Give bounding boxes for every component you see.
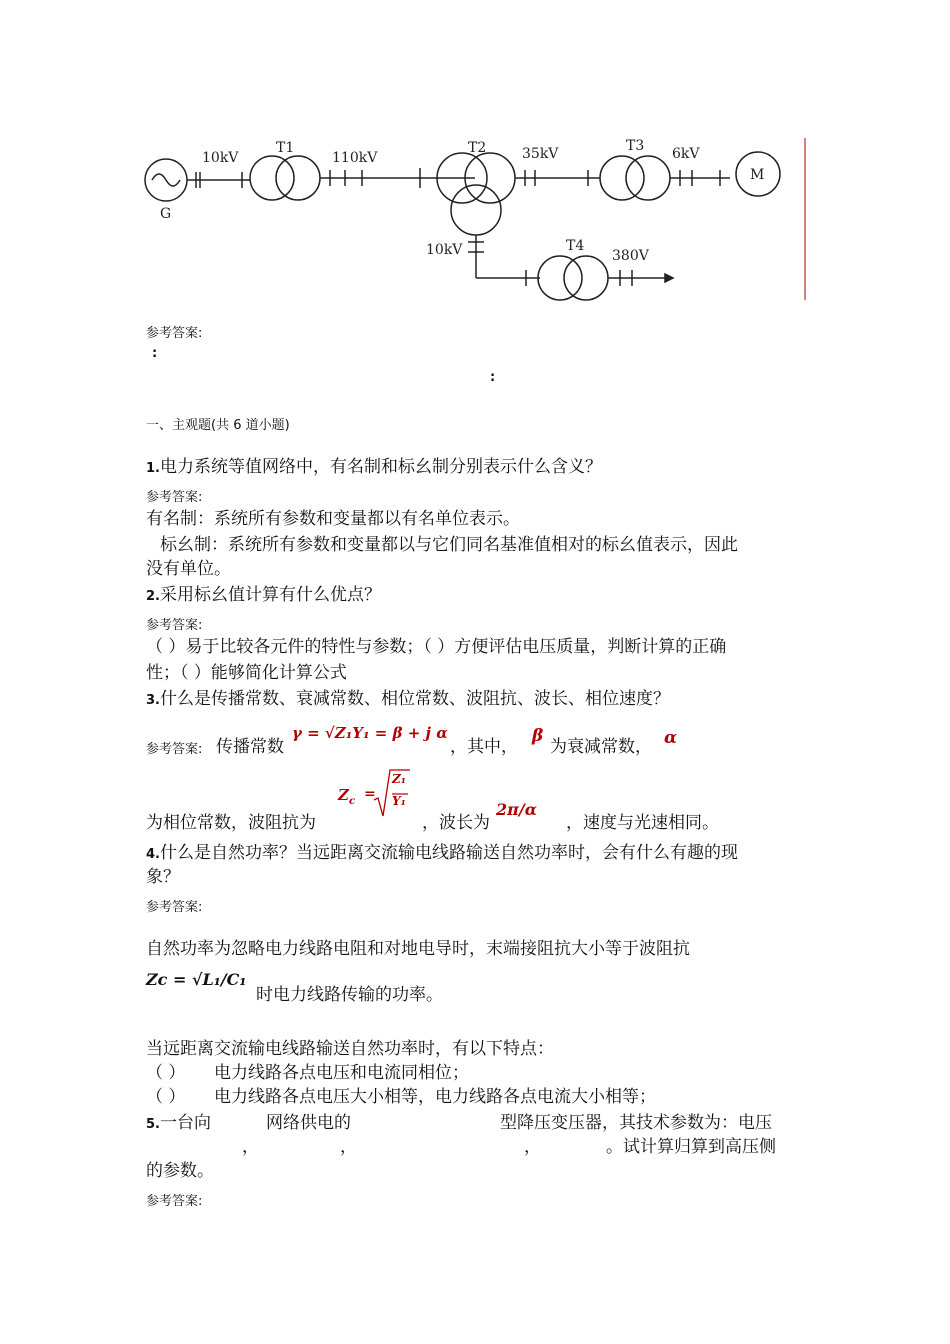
- question-number: 1.: [146, 461, 160, 476]
- answer-2-line-1: （ ）易于比较各元件的特性与参数；（ ）方便评估电压质量，判断计算的正确: [146, 637, 727, 657]
- gamma-formula: γ = √Z₁Y₁ = β + j α: [292, 724, 448, 742]
- answer-label-3: 参考答案:: [146, 742, 203, 757]
- label-10kv-left: 10kV: [202, 150, 239, 166]
- answer-4-line-3: 当远距离交流输电线路输送自然功率时，有以下特点：: [146, 1039, 554, 1059]
- question-5-text-3: 型降压变压器，其技术参数为：电压: [500, 1113, 772, 1133]
- answer-label-5: 参考答案:: [146, 1194, 203, 1209]
- question-number: 5.: [146, 1117, 160, 1132]
- colon-2: :: [490, 370, 496, 385]
- question-text-1: 一台向: [159, 1113, 211, 1133]
- zc-equals: =: [364, 786, 376, 802]
- question-number: 2.: [146, 589, 160, 604]
- label-t2: T2: [468, 140, 487, 156]
- answer-4-item-1: 电力线路各点电压和电流同相位；: [214, 1063, 469, 1083]
- alpha-symbol: α: [664, 728, 678, 748]
- answer-label-4: 参考答案:: [146, 900, 203, 915]
- question-1: [146, 452, 602, 477]
- answer-3-text-3: 为衰减常数，: [550, 737, 652, 757]
- answer-label-diagram: 参考答案:: [146, 326, 203, 341]
- question-5-text-4: 。试计算归算到高压侧: [606, 1137, 776, 1157]
- label-380v: 380V: [612, 248, 649, 264]
- label-t4: T4: [566, 238, 585, 254]
- wavelength-formula: 2π/α: [496, 800, 537, 819]
- question-5: [146, 1108, 211, 1133]
- label-10kv-lower: 10kV: [426, 242, 463, 258]
- zc-subscript: c: [348, 796, 356, 807]
- answer-3-text-5: ，波长为: [422, 813, 490, 833]
- answer-4-item-2: 电力线路各点电压大小相等，电力线路各点电流大小相等；: [214, 1087, 656, 1107]
- question-5-comma-3: ，: [524, 1137, 541, 1157]
- answer-label-2: 参考答案:: [146, 618, 203, 633]
- question-4: [146, 838, 738, 863]
- answer-4-line-1: 自然功率为忽略电力线路电阻和对地电导时，末端接阻抗大小等于波阻抗: [146, 939, 690, 959]
- question-number: 3.: [146, 693, 160, 708]
- question-4-line-2: 象？: [146, 867, 180, 887]
- label-t3: T3: [626, 138, 645, 154]
- y1-denominator: Y₁: [392, 794, 406, 808]
- answer-4-item-1-prefix: （ ）: [146, 1063, 186, 1083]
- question-5-comma-2: ，: [340, 1137, 357, 1157]
- section-title: 一、主观题(共 6 道小题): [146, 418, 290, 433]
- label-m: M: [750, 167, 765, 183]
- label-35kv: 35kV: [522, 146, 559, 162]
- question-5-text-2: 网络供电的: [266, 1113, 351, 1133]
- answer-3-text-6: ，速度与光速相同。: [566, 813, 719, 833]
- question-text: 什么是传播常数、衰减常数、相位常数、波阻抗、波长、相位速度？: [159, 689, 670, 709]
- answer-3-text-1: 传播常数: [216, 737, 284, 757]
- answer-1-line-2: 标幺制：系统所有参数和变量都以与它们同名基准值相对的标幺值表示，因此: [160, 535, 738, 555]
- answer-2-line-2: 性；（ ）能够简化计算公式: [146, 663, 347, 683]
- label-g: G: [160, 206, 172, 222]
- answer-1-line-1: 有名制：系统所有参数和变量都以有名单位表示。: [146, 509, 520, 529]
- answer-3-text-2: ，其中，: [450, 737, 518, 757]
- label-t1: T1: [276, 140, 295, 156]
- label-110kv: 110kV: [332, 150, 378, 166]
- power-system-diagram: [140, 130, 820, 310]
- question-5-comma-1: ，: [242, 1137, 259, 1157]
- question-text: 电力系统等值网络中，有名制和标幺制分别表示什么含义？: [159, 457, 602, 477]
- beta-symbol: β: [532, 726, 544, 746]
- z1-numerator: Z₁: [392, 772, 407, 786]
- zc-symbol: Z: [338, 786, 349, 804]
- label-6kv: 6kV: [672, 146, 700, 162]
- question-number: 4.: [146, 847, 160, 862]
- zc-lc-formula: Zc = √L₁/C₁: [146, 970, 247, 989]
- question-text: 采用标幺值计算有什么优点？: [159, 585, 381, 605]
- answer-4-item-2-prefix: （ ）: [146, 1087, 186, 1107]
- colon-1: :: [152, 346, 158, 361]
- answer-label-1: 参考答案:: [146, 490, 203, 505]
- answer-4-line-2: 时电力线路传输的功率。: [256, 985, 443, 1005]
- question-5-text-5: 的参数。: [146, 1161, 214, 1181]
- zc-formula: [338, 766, 410, 822]
- question-text: 什么是自然功率？当远距离交流输电线路输送自然功率时，会有什么有趣的现: [159, 843, 738, 863]
- question-3: [146, 684, 670, 709]
- answer-1-line-3: 没有单位。: [146, 559, 231, 579]
- answer-3-text-4: 为相位常数，波阻抗为: [146, 813, 316, 833]
- question-2: [146, 580, 381, 605]
